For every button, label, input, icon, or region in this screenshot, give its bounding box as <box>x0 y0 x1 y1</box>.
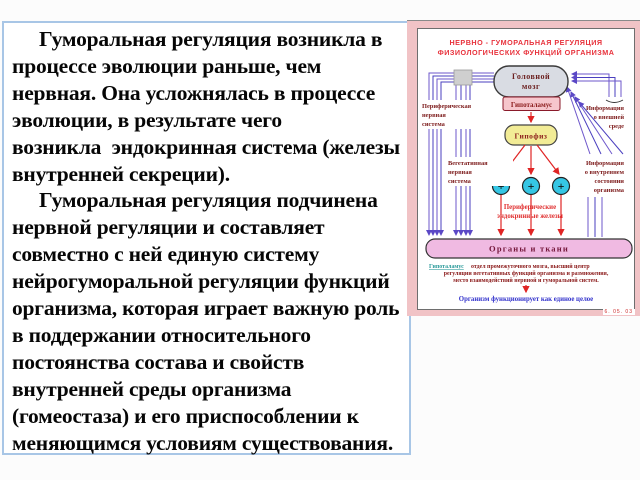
pituitary-label: Гипофиз <box>514 131 548 141</box>
text-line: постоянства состава и свойств <box>12 349 305 374</box>
text-line: процессе эволюции раньше, чем <box>12 53 322 78</box>
text-line: внутренней среды организма <box>12 376 292 401</box>
vegetative-line3: система <box>448 178 471 185</box>
brace-icon <box>606 100 623 103</box>
caption-line2: регуляции вегетативных функций организма и размножения, <box>443 271 609 277</box>
poster-diagram-svg <box>418 29 634 309</box>
brain-label-line2: мозг <box>521 82 541 91</box>
peripheral-line3: система <box>422 121 445 128</box>
junction-square <box>454 70 472 85</box>
caption <box>429 263 609 284</box>
text-line: в поддержании относительного <box>12 322 311 347</box>
vegetative-line2: нервная <box>448 169 472 176</box>
vegetative-nervous-label <box>445 157 513 186</box>
brain-label-line1: Головной <box>511 72 551 81</box>
text-line: внутренней секреции). <box>12 161 230 186</box>
endocrine-glands-line1: Периферические <box>503 204 557 211</box>
text-line: нейрогуморальной регуляции функций <box>12 269 390 294</box>
plus-icon: + <box>557 179 565 193</box>
text-panel <box>2 21 411 455</box>
stimulation-circle <box>523 178 540 195</box>
vegetative-line1: Вегетативная <box>448 160 488 167</box>
internal-info-line2: о внутреннем <box>584 169 624 176</box>
caption-line3: место взаимодействий нервной и гуморальной систем. <box>453 278 599 284</box>
internal-info-line4: организма <box>593 187 624 194</box>
endocrine-glands-line2: эндокринные железы <box>497 213 563 220</box>
internal-info-label <box>580 157 626 195</box>
hypothalamus-box <box>503 97 560 111</box>
internal-info-line3: состоянии <box>594 178 624 185</box>
peripheral-line1: Периферическая <box>422 103 472 110</box>
internal-info-line1: Информация <box>585 160 624 167</box>
endocrine-glands-label <box>497 204 564 220</box>
poster-frame <box>407 20 640 316</box>
external-info-line1: Информация <box>585 105 624 112</box>
footer-text: Организм функционирует как единое целое <box>458 296 594 303</box>
text-line: возникла эндокринная система (железы <box>12 134 400 159</box>
organs-box <box>426 239 632 258</box>
catalog-number: 6. 05. 03 <box>604 309 633 315</box>
peripheral-nervous-label <box>420 100 500 129</box>
organs-label: Органы и ткани <box>489 243 569 254</box>
caption-line1: отдел промежуточного мозга, высший центр <box>471 264 590 270</box>
poster-title-line2: ФИЗИОЛОГИЧЕСКИХ ФУНКЦИЙ ОРГАНИЗМА <box>437 48 615 57</box>
text-line: меняющимся условиям существования. <box>12 430 394 455</box>
brain-box <box>494 66 568 97</box>
hypothalamus-label: Гипоталамус <box>510 101 553 109</box>
peripheral-line2: нервная <box>422 112 446 119</box>
external-info-line2: о внешней <box>593 114 624 121</box>
text-line: Гуморальная регуляция возникла в <box>39 27 383 51</box>
info-lines-external <box>572 74 623 103</box>
nerve-lines-left <box>429 70 494 235</box>
text-line: нервная. Она усложнялась в процессе <box>12 80 376 105</box>
text-line: Гуморальная регуляция подчинена <box>39 188 378 213</box>
pituitary-box <box>505 125 557 145</box>
text-line: нервной регуляции и составляет <box>12 215 325 240</box>
text-line: (гомеостаза) и его приспособлении к <box>12 403 359 428</box>
caption-term: Гипоталамус <box>429 264 464 270</box>
text-line: организма, которая играет важную роль <box>12 296 400 321</box>
poster-title-line1: НЕРВНО - ГУМОРАЛЬНАЯ РЕГУЛЯЦИЯ <box>449 38 603 47</box>
plus-icon: + <box>527 179 535 193</box>
text-line: совместно с ней единую систему <box>12 242 320 267</box>
external-info-line3: среде <box>608 123 624 130</box>
text-line: эволюции, в результате чего <box>12 107 282 132</box>
stimulation-circle <box>553 178 570 195</box>
poster-inner <box>417 28 635 310</box>
